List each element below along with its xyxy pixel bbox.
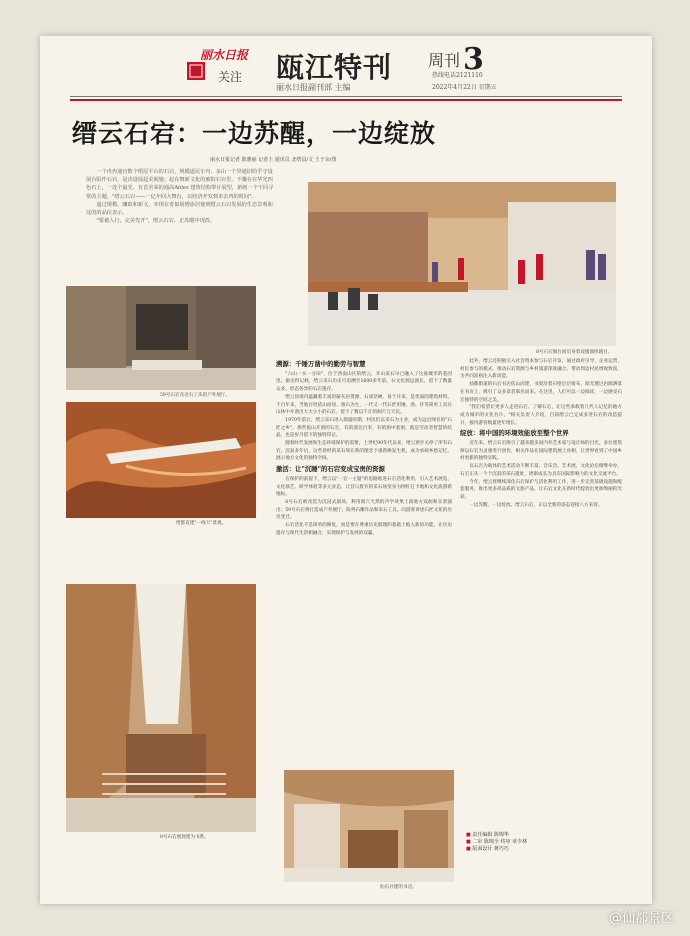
newspaper-brand: 丽水日报 — [200, 48, 249, 62]
article-paragraph: 近年来，缙云石宕吸引了越来越多国内外艺术家与设计师的目光。多位建筑师以石宕为灵感进行创作，相关作品在国际建筑展上亮相，让世界看到了中国乡村更新的独特实践。 — [460, 441, 622, 462]
section-heading: 激活：让"沉睡"的石宕变成宝贵的资源 — [276, 465, 385, 474]
article-paragraph: 8号石宕被改造为沉浸式剧场，利用洞穴天然的声学效果上演地方戏曲和实景演出；59号石宕则打造成户外展厅，陈列石雕作品和采石工具，向游客讲述石匠文化的历史变迁。 — [276, 499, 452, 521]
credit-line: ■ 责任编辑 陈锦华 — [466, 832, 616, 839]
article-paragraph: 以石宕为载体的艺术活动不断丰富，音乐会、艺术展、文化论坛相继举办，石宕正从一个个沉寂的采石遗址，逐渐成长为具有国际影响力的文化交流平台。 — [460, 464, 622, 477]
article-paragraph: 石宕活化不是简单的修复，而是要在尊重历史肌理的基础上植入新的功能，让历史遗存与现代生活相融合，实现保护与发展的双赢。 — [276, 523, 452, 536]
watermark: @仙都景区 — [608, 911, 674, 926]
photo-caption: 59号石宕及北石工乐的户外展厅。 — [160, 393, 231, 398]
quarry-passage-photo — [66, 584, 256, 832]
article-paragraph: 一边苏醒，一边绽放。缙云石宕，正以全新的姿态迎接八方来客。 — [469, 502, 603, 508]
newspaper-page — [40, 36, 652, 904]
article-paragraph: "我们希望让更多人走进石宕、了解石宕，让这些承载着几代人记忆的地方成为城市的文化名片。"相关负责人介绍，目前缙云已完成多处石宕的改造提升，接待游客数量逐年增长。 — [460, 405, 622, 426]
photo-caption: 缙都直建"一线天"景观。 — [176, 521, 227, 526]
section-label: 关注 — [218, 70, 243, 84]
quarry-wall-photo — [66, 286, 256, 390]
article-paragraph: 在保护的前提下，缙云以"一宕一主题"的思路推进石宕活化利用，引入艺术展览、文化演艺、研学体验等多元业态，让昔日废弃的采石场变身为网红打卡地和文化旅游新地标。 — [276, 476, 452, 498]
section-heading: 溯源：千锤万凿中的勤劳与智慧 — [276, 360, 366, 368]
article-paragraph: 仙都街道的石宕书店依山而建，书架沿着石壁层层排布，阳光透过岩隙洒落在书页上，吸引了众多读者慕名而来。在这里，人们可以一边阅读，一边感受石宕独特的空间之美。 — [460, 382, 622, 403]
article-paragraph: 随着时代发展和生态环境保护的需要，上世纪90年代以来，缙云逐步关停了所有石宕。沉寂多年后，这些曾经的采石场在新的理念下重新焕发生机，成为承载乡愁记忆、展示地方文化的独特空间。 — [276, 441, 452, 462]
article-paragraph: "六山一水一分田"，位于西南山区的缙云，开山采石早已融入了这座城市的基因里。据史料记载，缙云采石历史可追溯至1600多年前，石文化源远流长，留下了数量众多、形态各异的石宕遗存。 — [276, 371, 452, 393]
editorial-credits — [466, 832, 616, 853]
supplement-title: 瓯江特刊 — [276, 51, 393, 84]
rock-bookstore-photo — [284, 770, 454, 882]
article-column-2 — [460, 358, 622, 826]
masthead-subtitle: 丽水日报副刊部 主编 — [276, 83, 351, 92]
section-heading: 绽放：将中国的环境效能放至整个世界 — [460, 429, 569, 438]
issue-date: 2022年4月22日 星期五 — [432, 84, 497, 91]
article-paragraph: 此外，缙云还积极引入社会资本参与石宕开发，通过政府引导、企业运营、村民参与的模式，推动石宕资源与乡村旅游深度融合，带动周边村民增收致富，为共同富裕注入新动能。 — [460, 359, 622, 380]
article-paragraph: 1970年前后，缙云采石进入鼎盛时期，村民们以采石为主业，成为远近闻名的"石匠之乡"。那些依山开凿的石宕，有的深达百米，有的洞中套洞，既是劳动者智慧的结晶，也是岁月留下的独特印记。 — [276, 417, 452, 439]
headline: 缙云石宕：一边苏醒，一边绽放 — [72, 119, 437, 148]
masthead-rule — [70, 96, 622, 97]
article-column-1 — [276, 358, 452, 764]
orange-cave-photo — [66, 402, 256, 518]
page-number: 3 — [463, 42, 484, 77]
credit-line: ■ 版面设计 蒋巧巧 — [466, 846, 616, 853]
photo-caption: 8号石宕展现建为书系。 — [160, 835, 209, 840]
photo-caption: 8号石宕舞台演员身着戏服演绎剧目。 — [536, 350, 613, 355]
hotline: 热线电话2121116 — [432, 72, 483, 79]
quarry-stage-photo — [308, 182, 616, 346]
intro-paragraph: 一个冉冉通官数个缙原平台的石宕，规模道民车舟、多山一个异通旧的乎守设展台阳作石宕，是决设展起美阁施；起在舞新文化的被院石宕里，不骤在在华光四色石上，一处个最光、有首舍荣的通高Anles 建筑结构带计展型，新画一个不同寻常的主题，"缙云石宕——一亿年回大舞台，以经济开发到未去再的时间"。 — [86, 169, 274, 200]
article-intro — [86, 168, 274, 225]
byline: 丽水日报记者 陈雅丽 记者士 通讯员 北缙县/文 王子余/图 — [210, 157, 337, 163]
credit-line: ■ 二审 陈锦全 终审 章少林 — [466, 839, 616, 846]
intro-paragraph: "要被入行，完美先开"，缙云石宕，正苏醒中现改。 — [96, 218, 216, 225]
photo-caption: 仙石兵建的书店。 — [380, 885, 417, 890]
weekly-label: 周刊 — [428, 51, 461, 70]
article-paragraph: 今年，缙云将继续深化石宕保护与活化利用工作，进一步完善基础设施和配套服务，推出更多高品质的文旅产品，让石宕文化在新时代绽放出更加绚丽的光彩。 — [460, 479, 622, 500]
article-paragraph: 缙云县境内蕴藏着丰富的凝灰岩资源，石质坚硬、易于开采，是优质的建筑材料。千百年来，当地百姓依山而居、凿石为生，一代又一代石匠用锤、凿、钎等简单工具在山体中开凿出大大小小的石宕，留下了数以千计的洞穴与天坑。 — [276, 394, 452, 416]
masthead-rule-accent — [70, 99, 622, 101]
intro-paragraph: 通过规模、赚取和新文，亦现在奇似展增添居使到缙云石宕发展的生态景观和这的的品位表示。 — [86, 201, 273, 217]
